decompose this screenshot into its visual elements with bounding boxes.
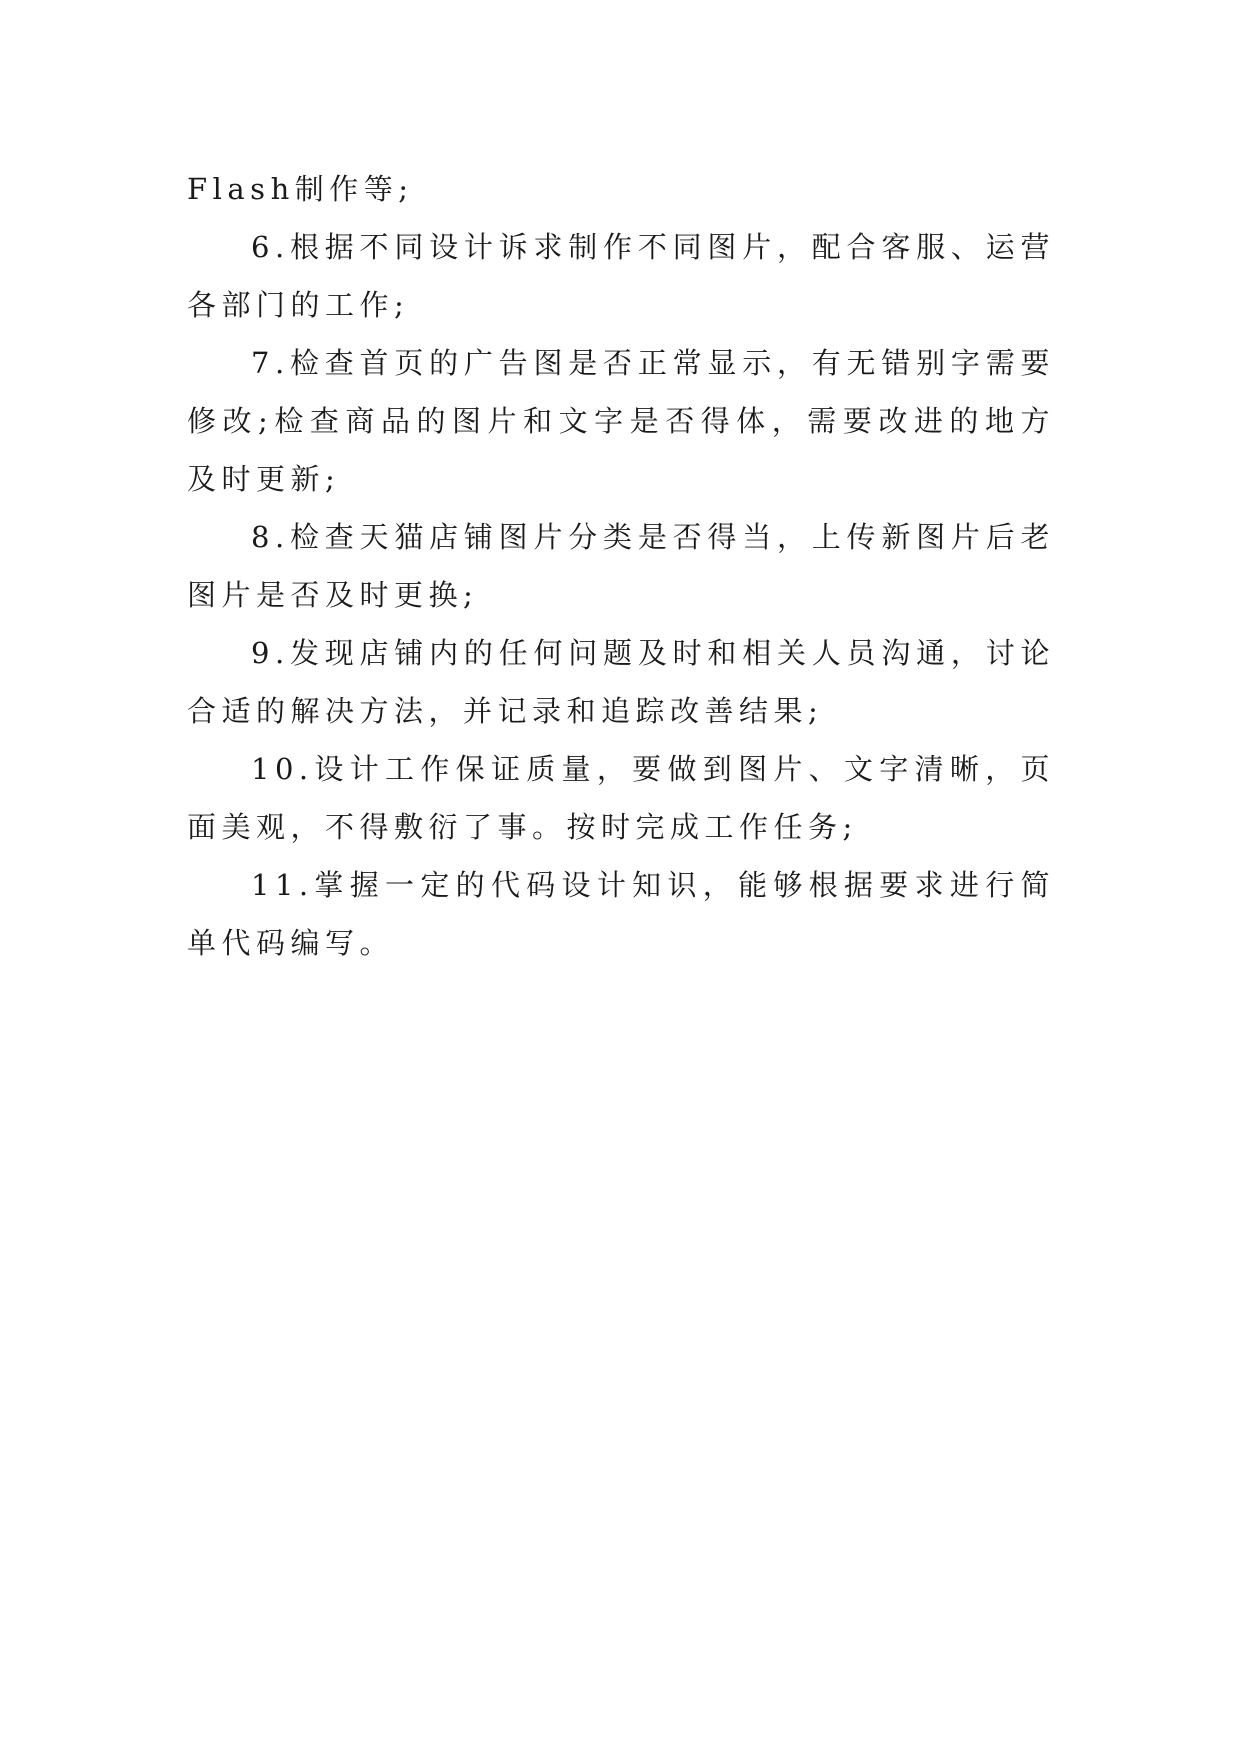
paragraph-item-10: 10.设计工作保证质量，要做到图片、文字清晰，页面美观，不得敷衍了事。按时完成工作任务; bbox=[187, 752, 1055, 844]
paragraph-item-8: 8.检查天猫店铺图片分类是否得当，上传新图片后老图片是否及时更换; bbox=[187, 520, 1055, 612]
paragraph-item-6: 6.根据不同设计诉求制作不同图片，配合客服、运营各部门的工作; bbox=[187, 230, 1055, 322]
paragraph-item-11: 11.掌握一定的代码设计知识，能够根据要求进行简单代码编写。 bbox=[187, 868, 1055, 960]
paragraph-item-9: 9.发现店铺内的任何问题及时和相关人员沟通，讨论合适的解决方法，并记录和追踪改善结果; bbox=[187, 636, 1055, 728]
paragraph-continuation: Flash制作等; bbox=[187, 172, 414, 206]
document-body bbox=[187, 160, 1055, 972]
paragraph-item-7: 7.检查首页的广告图是否正常显示，有无错别字需要修改;检查商品的图片和文字是否得体，需要改进的地方及时更新; bbox=[187, 346, 1055, 496]
